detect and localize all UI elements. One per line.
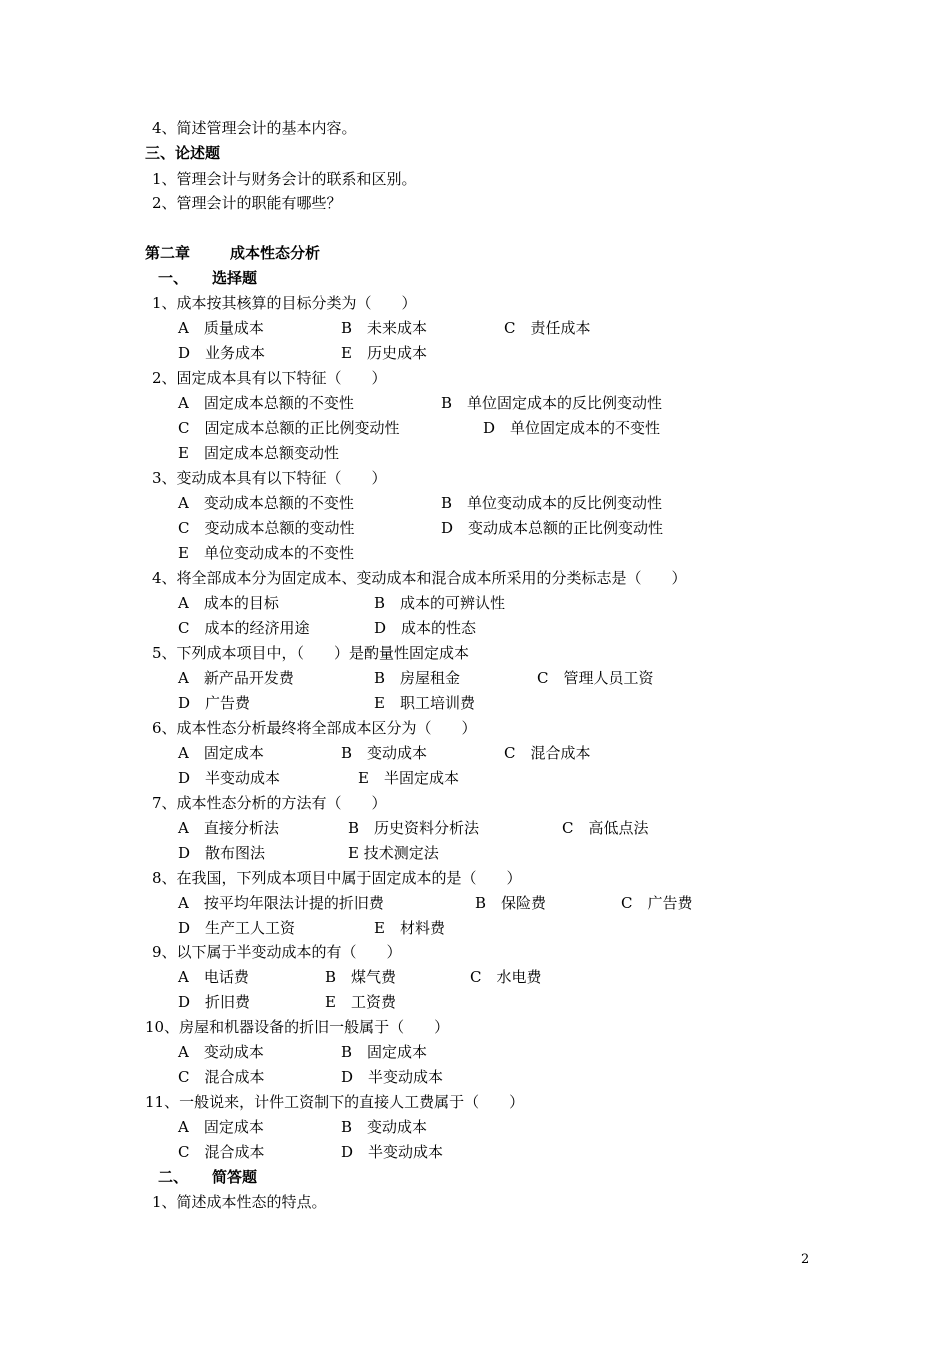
essay-q1: 1、管理会计与财务会计的联系和区别。 bbox=[152, 170, 417, 188]
question-option: A 电话费 bbox=[178, 968, 249, 986]
question-option: C 变动成本总额的变动性 bbox=[178, 519, 355, 537]
question-option: D 生产工人工资 bbox=[178, 919, 296, 937]
question-option: D 半变动成本 bbox=[341, 1143, 444, 1161]
question-stem: 9、以下属于半变动成本的有（ ） bbox=[152, 943, 402, 961]
question-option: E 单位变动成本的不变性 bbox=[178, 544, 354, 562]
question-option: E 半固定成本 bbox=[358, 769, 459, 787]
question-option: C 混合成本 bbox=[178, 1068, 265, 1086]
question-stem: 4、将全部成本分为固定成本、变动成本和混合成本所采用的分类标志是（ ） bbox=[152, 569, 687, 587]
question-option: A 固定成本 bbox=[178, 744, 264, 762]
question-option: A 变动成本总额的不变性 bbox=[178, 494, 354, 512]
question-option: D 单位固定成本的不变性 bbox=[483, 419, 661, 437]
question-stem: 6、成本性态分析最终将全部成本区分为（ ） bbox=[152, 719, 477, 737]
question-stem: 5、下列成本项目中，（ ）是酌量性固定成本 bbox=[152, 644, 470, 662]
question-option: C 成本的经济用途 bbox=[178, 619, 310, 637]
question-option: A 新产品开发费 bbox=[178, 669, 294, 687]
question-option: B 变动成本 bbox=[341, 1118, 428, 1136]
question-option: B 单位变动成本的反比例变动性 bbox=[441, 494, 663, 512]
section-number: 二、 bbox=[158, 1168, 189, 1186]
question-option: B 历史资料分析法 bbox=[348, 819, 480, 837]
chapter-title: 成本性态分析 bbox=[230, 244, 321, 262]
short-answer-q4: 4、简述管理会计的基本内容。 bbox=[152, 119, 357, 137]
question-option: B 煤气费 bbox=[325, 968, 397, 986]
section-title: 选择题 bbox=[212, 269, 258, 287]
question-option: B 单位固定成本的反比例变动性 bbox=[441, 394, 663, 412]
question-option: B 未来成本 bbox=[341, 319, 428, 337]
question-option: B 成本的可辨认性 bbox=[374, 594, 506, 612]
question-option: C 混合成本 bbox=[178, 1143, 265, 1161]
question-option: E 固定成本总额变动性 bbox=[178, 444, 339, 462]
question-option: D 变动成本总额的正比例变动性 bbox=[441, 519, 664, 537]
question-option: A 直接分析法 bbox=[178, 819, 279, 837]
question-option: D 散布图法 bbox=[178, 844, 266, 862]
question-option: B 房屋租金 bbox=[374, 669, 461, 687]
question-option: C 水电费 bbox=[470, 968, 542, 986]
question-option: D 广告费 bbox=[178, 694, 251, 712]
question-option: C 广告费 bbox=[621, 894, 693, 912]
page-number: 2 bbox=[801, 1252, 810, 1267]
question-option: E 职工培训费 bbox=[374, 694, 475, 712]
question-stem: 8、在我国，下列成本项目中属于固定成本的是（ ） bbox=[152, 869, 522, 887]
question-stem: 3、变动成本具有以下特征（ ） bbox=[152, 469, 387, 487]
question-option: C 固定成本总额的正比例变动性 bbox=[178, 419, 400, 437]
essay-q2: 2、管理会计的职能有哪些？ bbox=[152, 194, 342, 212]
question-option: A 按平均年限法计提的折旧费 bbox=[178, 894, 384, 912]
question-stem: 10、房屋和机器设备的折旧一般属于（ ） bbox=[145, 1018, 450, 1036]
question-stem: 1、成本按其核算的目标分类为（ ） bbox=[152, 294, 417, 312]
short-answer-q1: 1、简述成本性态的特点。 bbox=[152, 1193, 327, 1211]
question-option: A 变动成本 bbox=[178, 1043, 264, 1061]
question-option: D 业务成本 bbox=[178, 344, 266, 362]
question-option: C 管理人员工资 bbox=[537, 669, 654, 687]
question-stem: 2、固定成本具有以下特征（ ） bbox=[152, 369, 387, 387]
question-option: C 高低点法 bbox=[562, 819, 649, 837]
question-stem: 7、成本性态分析的方法有（ ） bbox=[152, 794, 387, 812]
essay-heading: 三、论述题 bbox=[145, 144, 221, 162]
question-option: D 折旧费 bbox=[178, 993, 251, 1011]
question-option: A 质量成本 bbox=[178, 319, 264, 337]
chapter-number: 第二章 bbox=[145, 244, 191, 262]
question-option: E 历史成本 bbox=[341, 344, 427, 362]
question-option: E 工资费 bbox=[325, 993, 396, 1011]
question-option: B 保险费 bbox=[475, 894, 547, 912]
question-option: D 半变动成本 bbox=[178, 769, 281, 787]
question-option: E 材料费 bbox=[374, 919, 445, 937]
section-title: 简答题 bbox=[212, 1168, 258, 1186]
question-option: D 半变动成本 bbox=[341, 1068, 444, 1086]
question-option: A 固定成本总额的不变性 bbox=[178, 394, 354, 412]
question-stem: 11、一般说来，计件工资制下的直接人工费属于（ ） bbox=[145, 1093, 525, 1111]
question-option: C 责任成本 bbox=[504, 319, 591, 337]
question-option: D 成本的性态 bbox=[374, 619, 477, 637]
question-option: C 混合成本 bbox=[504, 744, 591, 762]
question-option: A 成本的目标 bbox=[178, 594, 279, 612]
section-number: 一、 bbox=[158, 269, 189, 287]
question-option: B 固定成本 bbox=[341, 1043, 428, 1061]
question-option: A 固定成本 bbox=[178, 1118, 264, 1136]
question-option: E 技术测定法 bbox=[348, 844, 439, 862]
question-option: B 变动成本 bbox=[341, 744, 428, 762]
